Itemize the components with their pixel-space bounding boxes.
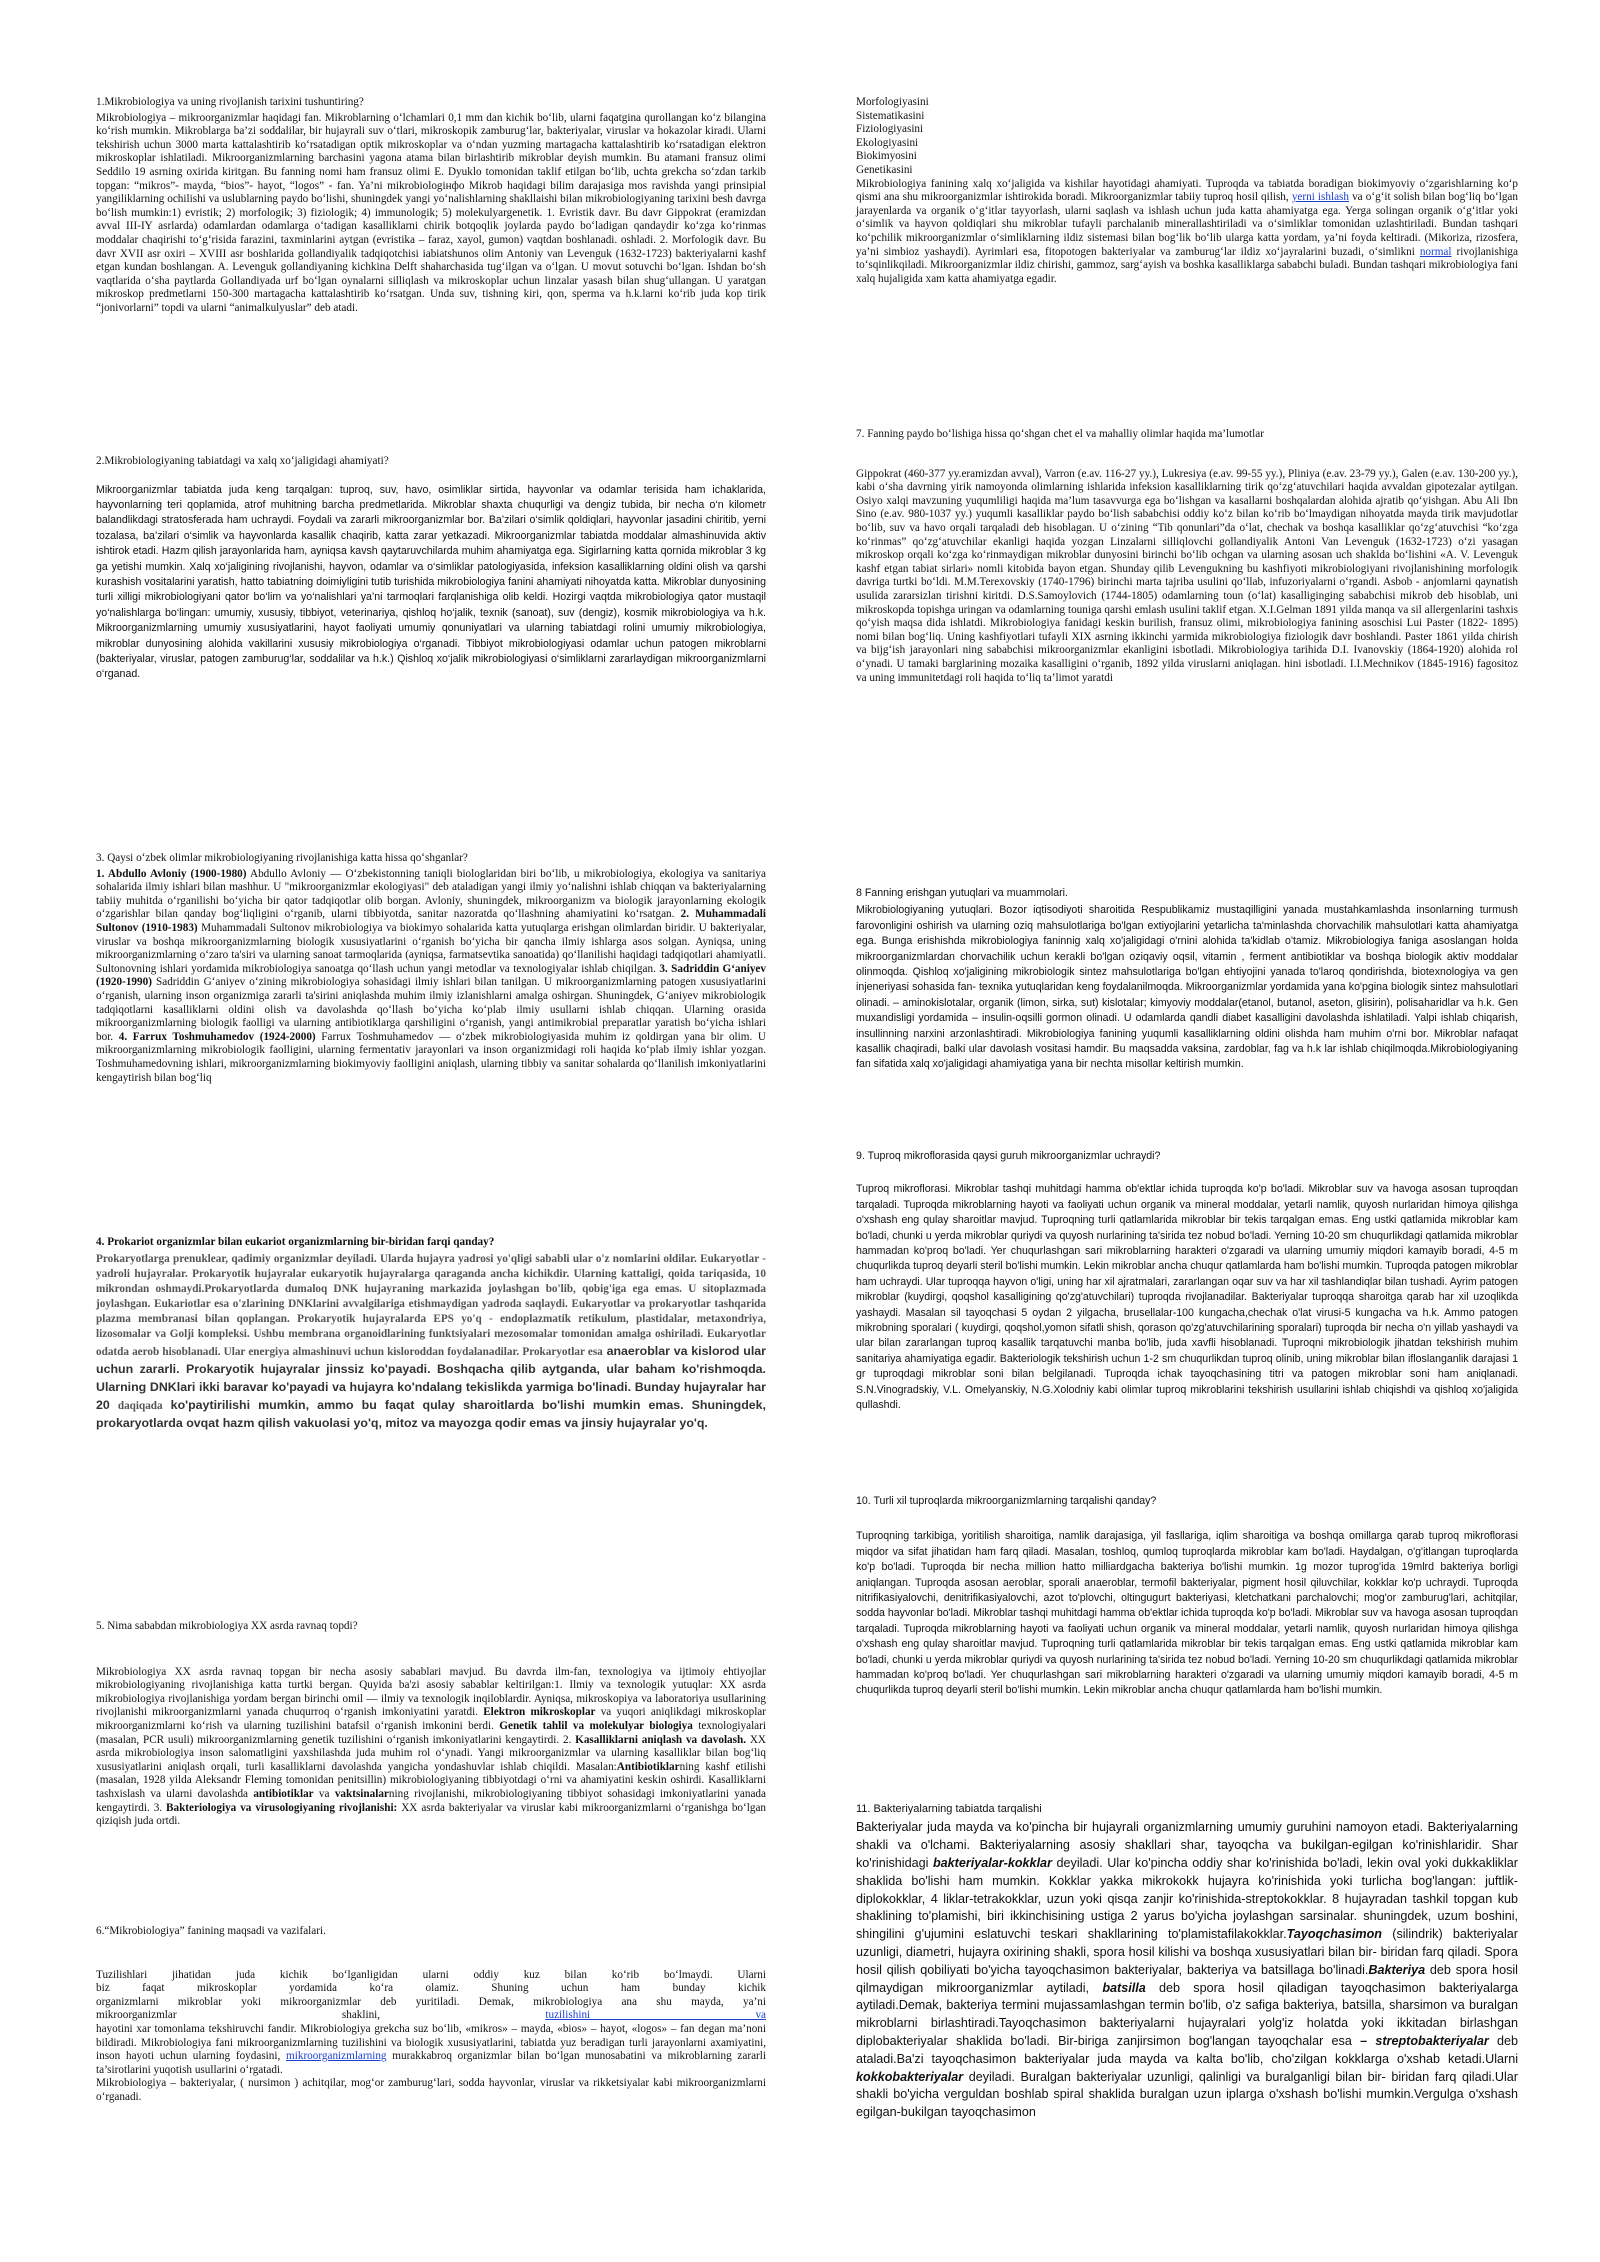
link-tuzilishini[interactable]: tuzilishini: [545, 2009, 591, 2022]
section-1: [96, 96, 766, 316]
answer-11-text: deyiladi. Buralgan bakteriyalar uzunligi, qalinligi va buralganligi bilan bir- biridan farq qiladi.Ular shakli bo'yicha verguldan boshlab spiral shaklida buralgan uzun iplarga o'xshash bo'lishi mumkin.Vergulga o'xshash egilgan-bukilgan tayoqchasimon: [856, 2069, 1518, 2120]
answer-4-part-a: Prokaryotlarga prenuklear, qadimiy organizmlar deyiladi. Ularda hujayra yadrosi yo'qligi sababli ular o'z nomlarini oldilar. Eukaryotlar - yadroli hujayralar. Prokaryotik hujayralar eukaryotik hujayralarga qaraganda ancha kichikdir. Ularning kattaligi, qoida tariqasida, 10 mikrondan oshmaydi.Prokaryotlarda dumaloq DNK hujayraning markazida joylashgan bo'lib, qobig'iga ega emas. U sitoplazmada joylashgan. Eukariotlar esa o'zlarining DNKlarini avvalgilariga etishmaydigan yadroda saqlaydi. Eukaryotlar va prokaryotlar tashqarida plazma membranasi bilan qoplangan. Prokaryotik hujayralarda EPS yo'q - endoplazmatik retikulum, plastidalar, metaxondriya, lizosomalar va Golji kompleksi. Ushbu membrana organoidlarining funktsiyalari mezosomalar tomonidan amalga oshiriladi. Eukaryotlar odatda aerob hisoblanadi. Ular energiya almashinuvi uchun kisloroddan foydalanadilar. Prokaryotlar esa: [96, 1252, 766, 1358]
scientist-1-name: 1. Abdullo Avloniy (1900-1980): [96, 867, 247, 880]
section-r1: [856, 96, 1518, 286]
link-mikroorganizmlarning[interactable]: mikroorganizmlarning: [286, 2050, 387, 2063]
answer-5-bold-5: antibiotiklar: [253, 1787, 314, 1800]
list-item: Sistematikasini: [856, 109, 925, 122]
section-9: [856, 1149, 1518, 1414]
answer-8: Mikrobiologiyaning yutuqlari. Bozor iqtisodiyoti sharoitida Respublikamiz mustaqilligini yanada mustahkamlashda insonlarning turmush farovonligini oshirish va ularning oziq mahsulotlariga bo'lgan extiyojlarini yetarlicha ta'minlashda chorvachilik mahsulotlari katta ahamiyatga ega. Bunga erishishda mikrobiologiya faninnig xalq xo'jaligidagi o'rnini alohida ta'kidlab o'tamiz. Mikrobiologiya faniga asoslangan holda mikroorganizmlardan chorvachilik uchun kerakli bo'lgan oziqaviy oqsil, vitamin , ferment antibiotiklar va boshqa biologik aktiv moddalar olinmoqda. Qishloq xo'jaligining mikrobiologik sintez mahsulotlariga bo'lgan ehtiyojini yanada to'laroq qondirishda, biotexnologiya va gen injeneriyasi sohasida fan- texnika yutuqlaridan keng foydalanilmoqda. Mikroorganizmlar yordamida yana ko'pgina biologik sintez mahsulotlari olinadi. – aminokislotalar, organik (limon, sirka, sut) kislotalar; kimyoviy moddalar(etanol, butanol, aseton, glisirin), polisaharidlar va h.k. Gen muxandisligi yordamida – insulin-oqsilli gormon olinadi. U odamlarda qandli diabet kasalligini davolashda ishlatiladi. Yalpi ishlab chiqarish, insullinning narxini arzonlashtiradi. Mikrobiologiya fanining yuqumli kasalliklarning oldini olishda ham muhim o'rni bor. Mikroblar nafaqat kasallik chaqiradi, balki ular davolash vositasi hamdir. Bu maqsadda vaksina, zardoblar, fag va h.k lar ishlab chiqilmoqda.Mikrobiologiyaning fan sifatida xalq xo'jaligidagi ahamiyatiga yana bir nechta misollar keltirish mumkin.: [856, 904, 1518, 1071]
answer-11-term: bakteriyalar-kokklar: [932, 1856, 1052, 1870]
answer-11: [856, 1819, 1518, 2122]
answer-7: Gippokrat (460-377 yy.eramizdan avval), Varron (e.av. 116-27 yy.), Lukresiya (e.av. 99-55 yy.), Pliniya (e.av. 23-79 yy.), Galen (e.av. 130-200 yy.), kabi o‘sha davrning yirik namoyonda olimlarning ishlarida infeksion kasalliklarning tirik qo‘zg‘atuvchilari haqida avvaldan gipotezalar aytilgan. Osiyo xalqi mavzuning yuqumliligi haqida ma’lum tasavvurga ega bo‘lishgan va kasallarni boshqalardan alohida ajratib qo‘yishgan. Abu Ali Ibn Sino (e.av. 980-1037 yy.) yuqumli kasalliklar paydo bo‘lish sababchisi oddiy ko‘z bilan ko‘rib bo‘lmaydigan nihoyatda mayda tirik mavjudotlar bo‘lib, suv va havo orqali tarqaladi deb hisoblagan. U o‘zining “Tib qonunlari”da o‘lat, chechak va boshqa kasalliklar qo‘zg‘atuvchisi “ko‘zga ko‘rinmas” qo‘zg‘atuvchilar ekanligi haqida yozgan Linzalarni silliqlovchi gollandiyalik Antoni Van Levenguk (1632-1723) o‘zi yasagan mikroskop orqali ko‘zga ko‘rinmaydigan mikroblar dunyosini birinchi bo‘lib ochgan va ularning asosan uch shaklda bo‘lishini «A. V. Levenguk kashf etgan tabiat sirlari» nomli kitobida bayon etgan. Shunday qilib Levengukning bu kashfiyoti mikrobiologiyani rivojlanishining morfologik davriga turtki bo‘ldi. M.M.Terexovskiy (1740-1796) birinchi marta tajriba usulini qo‘llab, infuzoriyalarni o‘rgandi. Asbob - anjomlarni qaynatish usulida zararsizlan tirishni kiritdi. D.S.Samoylovich (1744-1805) odamlarning toun (o‘lat) kasalliginging sababchisi mikrob deb hisoblab, uni mikroskopda topishga uringan va odamlarning touniga qarshi emlash usulini taklif etgan. X.I.Gelman 1891 yilda manqa va sil allergenlarini tashxis qo‘yish maqsa dida ishlatdi. Mikrobiologiya fanidagi keskin burilish, fransuz olimi, mikrobiologiya fanining asoschisi Lui Paster (1822- 1895) nomi bilan bog‘liq. Uning kashfiyotlari tufayli XIX asrning ikkinchi yarmida mikrobiologiya fiziologik davr boshlandi. Paster 1861 yilda chirish va bijg‘ish jarayonlari ning sababchisi mikroorganizmlar ekanligini isbotladi. Mikrobiologiya tarihida D.I. Ivanovskiy (1864-1920) alohida rol o‘ynadi. U tamaki barglarining mozaika kasalligini o‘rganib, 1892 yilda viruslarni aniqlagan. hini isbotladi. I.I.Mechnikov (1845-1916) fagositoz va uning immunitetdagi roli haqida to‘liq ta’limot yaratdi: [856, 467, 1518, 684]
answer-5-bold-4: Antibiotiklar: [616, 1760, 680, 1773]
answer-11-text: Bakteriyalar juda mayda va ko'pincha bir hujayrali organizmlarning umumiy guruhini namoyon etadi. Bakteriyalarning shakli va o'lchami. Bakteriyalarning asosiy shakllari shar, tayoqcha va bukilgan-egilgan ko'rinishlaridir. Shar ko'rinishidagi: [856, 1820, 1518, 1870]
scientist-3-text: Sadriddin G‘aniyev o‘zining mikrobiologiya sohasidagi ilmiy ishlari bilan tanilgan. U mikroorganizmlarning patogen xususiyatlarini o‘rganish, ularning inson organizmiga zararli ta'sirini aniqlashda muhim ilmiy izlanishlarni amalga oshirgan. Shuningdek, G‘aniyev mikrobiologik tadqiqotlarni kasalliklarni oldini olish va davolashda qo‘llash bo‘yicha ko‘plab ilmiy usullarni ishlab chiqqan. Ularning orasida mikroorganizmlarning biologik faolligi va ularning antibiotiklarga qarshiligini o‘rganish, yangi antimikrobial preparatlar yaratish bo‘yicha ishlari bor.: [96, 976, 766, 1043]
answer-6-text: murakkabroq organizmlar bilan bo‘lgan munosabatini va mikroblarning zararli ta’sirotlarini yuqotish usullarini o‘rgatadi.: [96, 2050, 766, 2076]
section-11: [856, 1802, 1518, 2122]
answer-11-term: batsilla: [1102, 1980, 1146, 1995]
answer-2: Mikroorganizmlar tabiatda juda keng tarqalgan: tuproq, suv, havo, osimliklar sirtida, hayvonlar va odamlar terisida ham ichaklarida, hayvonlarning teri qoplamida, atrof muhitning barcha predmetlarida. Mikroblar shaxta chuqurligi va dengiz tubida, bir necha o‘n kilometr balandlikdagi stratosferada ham uchraydi. Foydali va zararli mikroorganizmlar bor. Ba’zilari o‘simlik qoldiqlari, hayvonlar jasadini chiritib, yerni tozalasa, ba’zilari o‘simlik va hayvonlarda kasallik chaqirib, katta zarar yetkazadi. Mikroorganizmlar tabiatda moddalar almashinuvida aktiv ishtirok etadi. Hazm qilish jarayonlarida ham, ayniqsa kavsh qaytaruvchilarda muhim ahamiyatga ega. Sigirlarning katta qornida mikroblar 3 kg ga yetishi mumkin. Xalq xo‘jaligining rivojlanishi, hayvon, odamlar va o‘simliklar patologiyasida, infeksion kasalliklarning oldini olish va qarshi kurashish vositalarini yaratish, hatto tabiatning doimiyligini tutib turishida mikrobiologiya fanini ahamiyati nihoyatda katta. Mikroblar dunyosining turli xilligi mikrobiologiyani qator bo‘lim va yo‘nalishlari ya’ni tarmoqlari farqlanishiga olib keldi. Hozirgi vaqtda mikrobiologiya qator mustaqil yo‘nalishlarga bo‘lingan: umumiy, xususiy, tibbiyot, veterinariya, qishloq ho‘jalik, texnik (sanoat), suv (dengiz), kosmik mikrobiologiya va h.k. Mikroorganizmlarning umumiy xususiyatlarini, hayot faoliyati umumiy qonuniyatlari va ularning tabiatdagi rolini umumiy mikrobiologiya, mikroblar dunyosining alohida vakillarini xususiy mikrobiologiya o‘rganadi. Tibbiyot mikrobiologiyasi odamlar uchun patogen mikroblarni (bakteriyalar, viruslar, patogen zamburug‘lar, soddalilar va h.k.) Qishloq xo‘jalik mikrobiologiyasi o‘simliklarni zararlaydigan mikroorganizmlarni o‘rganad.: [96, 483, 766, 681]
list-item: Morfologiyasini: [856, 96, 929, 108]
question-5: 5. Nima sababdan mikrobiologiya XX asrda ravnaq topdi?: [96, 1620, 358, 1632]
answer-5-text: XX asrda mikrobiologiya inson salomatligini yaxshilashda juda muhim rol o‘ynadi. Yangi mikroorganizmlar va ularning kasalliklar bilan bog‘liq xususiyatlarini aniqlash orqali, turli kasalliklarni davolashda yangicha yondashuvlar ishlab chiqildi. Masalan:: [96, 1733, 766, 1773]
answer-6-line-2: biz faqat mikroskoplar yordamida ko‘ra olamiz. Shuning uchun ham bunday kichik: [96, 1982, 766, 1995]
scientist-2-text: Muhammadali Sultonov mikrobiologiya va biokimyo sohalarida katta yutuqlarga erishgan olimlardan biridir. U bakteriyalar, viruslar va boshqa mikroorganizmlarning biologik xususiyatlarini o‘rganish bo‘yicha bir qancha ilmiy ishlarga asos solgan. Ayniqsa, uning mikroorganizmlarning o‘zaro ta'siri va ularning sanoat tarmoqlarida (ayniqsa, farmatsevtika sanoatida) qo‘llanilishi haqidagi tadqiqotlari ahamiyatli. Sultonovning ishlari yordamida mikrobiologiya sanoatga qo‘llash uchun yangi metodlar va texnologiyalar ishlab chiqilgan.: [96, 921, 766, 975]
answer-4-part-c: daqiqada: [117, 1399, 163, 1412]
answer-4-part-b: anaeroblar va kislorod ular uchun zararli. Prokaryotik hujayralar jinssiz ko'payadi. Boshqacha qilib aytganda, ular baham ko'rishmoqda. Ularning DNKlari ikki baravar ko'payadi va hujayra ko'ndalang tekislikda yarmiga bo'linadi. Bunday hujayralar har 20: [96, 1343, 766, 1412]
answer-11-text: (silindrik) bakteriyalar uzunligi, diametri, hujayra oxirining shakli, spora hosil kilishi va boshqa xususiyatlari bilan bir- biridan farq qiladi. Spora hosil qilish qobiliyati bo'yicha tayoqchasimon bakteriyalar, bakteriya va batsillaga bo'linadi.: [856, 1927, 1518, 1977]
section-8: [856, 886, 1518, 1073]
study-areas-list: [856, 96, 1518, 178]
answer-11-text: deb ataladi.Ba'zi tayoqchasimon bakteriyalar juda mayda va kalta bo'lib, cho'zilgan kokklarga o'xshab ketadi.Ularni: [856, 2033, 1518, 2066]
section-5: [96, 1620, 766, 1829]
list-item: Ekologiyasini: [856, 136, 919, 149]
answer-5-text: Mikrobiologiya XX asrda ravnaq topgan bir necha asosiy sabablari mavjud. Bu davrda ilm-fan, texnologiya va ijtimoiy ehtiyojlar mikrobiologiyaning rivojlanishiga katta turtki bergan. Quyida ba'zi asosiy sabablar keltirilgan:1. Ilmiy va texnologik yutuqlar: XX asrda mikrobiologiya rivojlanishiga yordam bergan birinchi omil — ilmiy va texnologik inqiloblardir. Ayniqsa, mikroskopiya va laboratoriya usullarining rivojlanishi mikroorganizmlarni yanada chuqurroq o‘rganish imkoniyatini yaratdi.: [96, 1665, 766, 1719]
answer-5: [96, 1666, 766, 1829]
section-10: [856, 1494, 1518, 1699]
answer-5-text: texnologiyalari (masalan, PCR usuli) mikroorganizmlarning genetik tuzilishini o‘rganish imkoniyatlarini kengaytirdi. 2.: [96, 1719, 766, 1746]
answer-4: [96, 1252, 766, 1432]
question-6: 6.“Mikrobiologiya” fanining maqsadi va vazifalari.: [96, 1925, 326, 1937]
question-4: 4. Prokariot organizmlar bilan eukariot organizmlarning bir-biridan farqi qanday?: [96, 1236, 495, 1248]
answer-11-term: Bakteriya: [1368, 1962, 1426, 1977]
answer-5-text: va yuqori aniqlikdagi mikroskoplar mikroorganizmlarni ko‘rish va ularning tuzilishini batafsil o‘rganish imkonini berdi.: [96, 1706, 766, 1732]
scientist-3-name: 3. Sadriddin G‘aniyev (1920-1990): [96, 962, 766, 989]
answer-6-text: mikroorganizmlar shaklini,: [96, 2009, 546, 2022]
answer-4-part-d: ko'paytirilishi mumkin, ammo bu faqat qulay sharoitlarda bo'lishi mumkin emas. Shuningdek, prokaryotlarda ovqat hazm qilish vakuolasi yo'q, mitoz va mayozga qodir emas va jinsiy hujayralar yo'q.: [96, 1397, 766, 1430]
answer-1: Mikrobiologiya – mikroorganizmlar haqidagi fan. Mikroblarning o‘lchamlari 0,1 mm dan kichik bo‘lib, ularni faqatgina qurollangan ko‘z bilangina ko‘rish mumkin. Mikroblarga ba’zi soddalilar, bir hujayrali suv o‘tlari, mikroskopik zamburug‘lar, bakteriyalar, viruslar va hokazolar kiradi. Ularni tekshirish uchun 3000 marta kattalashtirib ko‘rsatadigan optik mikroskoplar va o‘ndan yuzming martagacha kattalashtirib ko‘rsatadigan elektron mikroskoplar ishlatiladi. Mikroorganizmlarning barchasini yagona atama bilan birlashtirib mikroblar deyish mumkin. Bu atamani fransuz olimi Seddilo 19 asrning oxirida kiritgan. Bu fanning nomi ham fransuz olimi E. Dyuklo tomonidan taklif etilgan bo‘lib, uchta grekcha so‘zdan tarkib topgan: “mikros”- mayda, “bios”- hayot, “logos” - fan. Ya’ni mikrobiologiнфо Mikrob haqidagi bilim darajasiga mos ravishda yangi prinsipial yangiliklarning ochilishi va uslublarning paydo bo‘lishi, shuningdek yangi yo‘nalishlarning shakllaishi bilan mikrobiologiyaning tarixini besh davrga bo‘lish mumkin:1) evristik; 2) morfologik; 3) fiziologik; 4) immunologik; 5) molekulyargenetik. 1. Evristik davr. Bu davr Gippokrat (eramizdan avval III-IY asrlarda) odamlardan odamlarga o‘tadigan kasalliklarni chirik botqoqlik joylarda paydo bo‘ladigan qandaydir ko‘zga ko‘rinmas moddalar chaqirishi to‘g‘risida farazini, taxminlarini aytgan (evristika – faraz, xayol, gumon) vaqtdan boshlanadi. oshladi. 2. Morfologik davr. Bu davr XVII asr oxiri – XVIII asr boshlarida gollandiyalik tadqiqotchisi iabiatshunos olim Antoniy van Levenguk (1632-1723) bakteriyalarni kashf etgan kundan boshlangan. A. Levenguk gollandiyaning kichkina Delft shaharchasida tug‘ilgan va o‘lgan. U movut sotuvchi bo‘lgan. Ishdan bo‘sh vaqtlarida o‘sha paytlarda Gollandiyada urf bo‘lgan oynalarni silliqlash va mikroskoplar uchun linzalar yasash bilan shug‘ullangan. U yaratgan mikroskop predmetlarni 150-300 martagacha kattalashtirib ko‘rsatgan. Unda suv, tishning kiri, qon, sperma va h.k.larni ko‘rib juda kop tirik “jonivorlarni” topdi va ularni “animalkulyuslar” deb atadi.: [96, 111, 766, 314]
answer-11-term: Tayoqchasimon: [1286, 1927, 1382, 1942]
scientist-2-name: 2. Muhammadali Sultonov (1910-1983): [96, 908, 766, 934]
question-3: 3. Qaysi o‘zbek olimlar mikrobiologiyaning rivojlanishiga katta hissa qo‘shganlar?: [96, 852, 468, 864]
importance-text: [856, 178, 1518, 287]
section-7: [856, 428, 1518, 685]
answer-5-text: va: [313, 1787, 335, 1800]
list-item: Genetikasini: [856, 163, 913, 176]
answer-11-text: deb spora hosil qilmaydigan mikroorganizmlar aytiladi,: [856, 1962, 1518, 1995]
importance-text-part: va o‘g‘it solish bilan bog‘liq bo‘lgan jarayenlarda va organik o‘g‘itlar tayyorlash, ularni saqlash va ishlash uchun juda katta ahamiyatga ega. Yerga solingan organik o‘g‘itlar yoki o‘simlik va hayvon qoldiqlari shu mikroblar tufayli parchalanib minerallashtiriladi va o‘simliklar tomonidan uzlashtiriladi. Bundan tashqari ko‘pchilik mikroorganizmlar o‘simliklarning ildiz sistemasi bilan bog‘lik bo‘lib ularga katta yordam, ya’ni foyda keltiradi. (Mikoriza, rizosfera, ya’ni simbioz yashaydi). Ayrimlari esa, fitopotogen bakteriyalar va zamburug‘lar ildiz xo‘jayralarini buzadi, o‘simlikni: [856, 191, 1518, 258]
answer-5-bold-2: Genetik tahlil va molekulyar biologiya: [499, 1719, 693, 1732]
answer-10: Tuproqning tarkibiga, yoritilish sharoitiga, namlik darajasiga, yil fasllariga, iqlim sharoitiga va boshqa omillarga qarab tuproq mikroflorasi miqdor va sifat jihatidan ham farq qiladi. Masalan, toshloq, qumloq tuproqlarda mikroblar kam bo'ladi. Haydalgan, o'g'itlangan tuproqlarda ko'p bo'ladi. Tuproqda bir necha million hatto milliardgacha bakteriya bo'lishi mumkin. 1g mozor tuprog'ida 19mlrd bakteriya borligi aniqlangan. Tuproqda asosan aeroblar, sporali anaeroblar, termofil bakteriyalar, pigment hosil qiluvchilar, kokklar ko'p uchraydi. Tuproqda nitrifikasiyalovchi, denitrifikasiyalovchi, azot to'plovchi, oltingugurt bakteriyasi, kletchatkani parchalovchi; mog'or zamburug'lari, achitqilar, sodda hayvonlar bo'ladi. Mikroblar tashqi muhitdagi hamma ob'ektlar ichida tuproqda ko'p bo'ladi. Mikroblar suv va havoga asosan tuproqdan tarqaladi. Tuproqda mikroblarning hayoti va faoliyati uchun organik va mineral moddalar, yetarli namlik, quyosh nurlaridan himoya qilishga o'xshash eng qulay sharoitlar mavjud. Tuproqning turli qatlamlarida mikroblar bir tekis tarqalgan emas. Eng ustki qatlamida mikroblar kam bo'ladi, chunki u yerda mikroblar quriydi va quyosh nurlarining ta'sirida tez nobud bo'ladi. Yerning 10-20 sm chuqurlikdagi qatlamida mikroblar hammadan ko'proq bo'ladi. Yer chuqurlashgan sari mikroblarning harakteri o'zgaradi va ularning umumiy miqdori kamayib boradi, 4-5 m chuqurlikda tuproq deyarli steril bo'lishi mumkin. Lekin mikroblar ancha chuqur qatlamlarda ham bo'lishi mumkin.: [856, 1530, 1518, 1697]
scientist-4-text: Farrux Toshmuhamedov — o‘zbek mikrobiologiyasida muhim iz qoldirgan yana bir olim. U mikroorganizmlarning mikrobiologik faolligini, ularning fermentativ jarayonlari va inson organizmidagi roli haqida ko‘plab ilmiy ishlar yozgan. Toshmuhamedovning ishlari, mikroorganizmlarning biokimyoviy faolligini aniqlash, ularning tibbiy va sanitar sohalarda qo‘llanilish imkoniyatlarini kengaytirish bilan bog‘liq: [96, 1030, 766, 1084]
section-2: [96, 455, 766, 683]
question-10: 10. Turli xil tuproqlarda mikroorganizmlarning tarqalishi qanday?: [856, 1495, 1157, 1507]
answer-3: [96, 868, 766, 1086]
answer-11-text: deb spora hosil qiladigan tayoqchasimon bakteriyalarga aytiladi.Demak, bakteriya termini mujassamlashgan termin bo'lib, o'z safiga bakteriya, batsilla, sharsimon va buralgan mikroblarni birlashtiradi.Tayoqchasimon bakteriyalarni hujayralari yolg'iz holatda yoki ikkitadan birlashgan diplobakteriyalar shaklida bo'ladi. Bir-biriga zanjirsimon bog'langan tayoqchalar esa: [856, 1980, 1519, 2048]
list-item: Fiziologiyasini: [856, 123, 924, 136]
section-6: [96, 1925, 766, 2105]
answer-5-text: ning kashf etilishi (masalan, 1928 yilda Aleksandr Fleming tomonidan penitsillin) mikrobiologiyaning tibbiyotdagi o‘rni va ahamiyatini keskin oshirdi. Kasalliklarni tashxislash va ularni davolashda: [96, 1760, 766, 1800]
answer-5-bold-3: Kasalliklarni aniqlash va davolash.: [575, 1733, 747, 1746]
answer-6-text: hayotini xar tomonlama tekshiruvchi fandir. Mikrobiologiya grekcha suz bo‘lib, «mikros» – mayda, «bios» – hayot, «logos» – fan degan ma’noni bildiradi. Mikrobiologiya fani mikroorganizmlarning tuzilishini va biologik xususiyatlarini, tabiatda yuz beradigan turli jarayonlarni axamiyatini, inson hayoti uchun ularning foydasini,: [96, 2022, 766, 2063]
answer-11-text: deyiladi. Ular ko'pincha oddiy shar ko'rinishida bo'ladi, lekin oval yoki dukkakliklar shaklida bo'lishi ham mumkin. Kokklar yakka mikrokokk hujayra ko'rinishida yoki turlicha bog'langan: juftlik-diplokokklar, 4 liklar-tetrakokklar, uzun yoki qisqa zanjir ko'rinishida-streptokokklar. 8 hujayradan tashkil topgan kub shaklining to'plamishi, biri ikkinchisining ustiga 2 yarus bo'yicha joylashgan sarsinalar. shuningdek, uzum boshini, shingilini g'ujumini eslatuvchi teskari shakllarining to'plamistafilakokklar.: [856, 1856, 1518, 1942]
answer-5-bold-6: vaktsinalar: [334, 1787, 389, 1800]
scientist-4-name: 4. Farrux Toshmuhamedov (1924-2000): [118, 1030, 316, 1043]
importance-text-part: rivojlanishiga to‘sqinlikqiladi. Mikroorganizmlar ildiz chirishi, gammoz, sarg‘ayish va boshka kasalliklarga sababchi buladi. Bundan tashqari mikrobiologiya fani xalq hujaligida xam katta ahamiyatga egadir.: [856, 245, 1518, 285]
link-normal[interactable]: normal: [1419, 245, 1452, 258]
answer-5-text: XX asrda bakteriyalar va viruslar kabi mikroorganizmlarni o‘rganishga bo‘lgan qiziqish juda ortdi.: [96, 1801, 767, 1828]
answer-11-term: – streptobakteriyalar: [1360, 2033, 1489, 2048]
question-9: 9. Tuproq mikroflorasida qaysi guruh mikroorganizmlar uchraydi?: [856, 1150, 1161, 1162]
answer-6-line-4: [96, 2009, 766, 2023]
section-3: [96, 852, 766, 1085]
importance-text-part: Mikrobiologiya fanining xalq xo‘jaligida va kishilar hayotidagi ahamiyati. Tuproqda va tabiatda boradigan biokimyoviy o‘zgarishlarning ko‘p qismi ana shu mikroorganizmlar ishtirokida boradi. Mikroorganizmlar tabiiy tuproq hosil qilish,: [856, 177, 1518, 204]
answer-9: Tuproq mikroflorasi. Mikroblar tashqi muhitdagi hamma ob'ektlar ichida tuproqda ko'p bo'ladi. Mikroblar suv va havoga asosan tuproqdan tarqaladi. Tuproqda mikroblarning hayoti va faoliyati uchun organik va mineral moddalar, yetarli namlik, quyosh nurlaridan himoya qilishga o'xshash eng qulay sharoitlar mavjud. Tuproqning turli qatlamlarida mikroblar bir tekis tarqalgan emas. Eng ustki qatlamida mikroblar kam bo'ladi, chunki u yerda mikroblar quriydi va quyosh nurlarining ta'sirida tez nobud bo'ladi. Yerning 10-20 sm chuqurlikdagi qatlamida mikroblar hammadan ko'proq bo'ladi. Yer chuqurlashgan sari mikroblarning harakteri o'zgaradi va ularning umumiy miqdori kamayib boradi, 4-5 m chuqurlikda tuproq deyarli steril bo'lishi mumkin. Lekin mikroblar ancha chuqur qatlamlarda ham bo'lishi mumkin. Tuproqda patogen mikroblar ham uchraydi. Ular tuproqqa hayvon o'ligi, uning har xil ajratmalari, zararlangan oqar suv va har xil tashlandiqlar bilan tushadi. Ayrim patogen mikroblar (kuydirgi, qoqshol kasalligining qo'zg'atuvchilari) tuproqda rivojlanadilar. Bakteriyalar tuproqqa sharoitga qarab har xil uzoqlikda yashaydi. Masalan sil tayoqchasi 5 oydan 2 yilgacha, brusellalar-100 kungacha,chechak o'lat virusi-5 kungacha va h.k. Ammo patogen mikrobning sporalari ( kuydirgi, qoqshol,yomon sifatli shish, qorason qo'zg'atuvchilarining sporalari) tuproqda bir necha o'n yillab yashaydi va ular bilan zararlangan tuproq kasallik tarqatuvchi manba bo'lib, juda xavfli hisoblanadi. Tuproqni mikrobiologik jihatdan tekshirish muhim sanitariya ahamiyatiga egadir. Bakteriologik tekshirish uchun 1-2 sm chuqurlikdan tuproq olinib, uning mikroblar bilan ifloslanganlik darajasi 1 gr tuproqdagi mikroblar soni bilan belgilanadi. Tuproqda ichak tayoqchasining titri va patogen mikroblar soni ham aniqlanadi. S.N.Vinogradskiy, V.L. Omelyanskiy, N.G.Xolodniy kabi olimlar tuproq mikroblarini tekshirish usullarini ishlab chiqishdi va qishloq xo'jaligida qullashdi.: [856, 1183, 1518, 1412]
question-8: 8 Fanning erishgan yutuqlari va muammolari.: [856, 887, 1068, 899]
answer-6-last: Mikrobiologiya – bakteriyalar, ( nursimon ) achitqilar, mog‘or zamburug‘lari, sodda hayvonlar, viruslar va rikketsiyalar kabi mikroorganizmlarni o‘rganadi.: [96, 2077, 766, 2103]
question-2: 2.Mikrobiologiyaning tabiatdagi va xalq xo‘jaligidagi ahamiyati?: [96, 455, 389, 467]
answer-6-line-1: Tuzilishlari jihatidan juda kichik bo‘lganligidan ularni oddiy kuz bilan ko‘rib bo‘lmaydi. Ularni: [96, 1968, 766, 1981]
list-item: Biokimyosini: [856, 150, 917, 163]
link-yerni-ishlash[interactable]: yerni ishlash: [1291, 191, 1349, 204]
section-4: [96, 1236, 766, 1432]
answer-6-line-3: organizmlarni mikroblar yoki mikroorganizmlar deb yuritiladi. Demak, mikrobiologiya ana shu mayda, ya’ni: [96, 1995, 766, 2008]
answer-5-bold-1: Elektron mikroskoplar: [483, 1706, 596, 1719]
answer-6-text[interactable]: va: [590, 2009, 766, 2022]
question-11: 11. Bakteriyalarning tabiatda tarqalishi: [856, 1803, 1042, 1815]
answer-11-term: kokkobakteriyalar: [856, 2069, 964, 2084]
answer-5-text: ning rivojlanishi, mikrobiologiyaning tibbiyot sohasidagi imkoniyatlarini yanada kengaytirdi. 3.: [96, 1787, 766, 1814]
answer-5-bold-7: Bakteriologiya va virusologiyaning rivojlanishi:: [166, 1801, 398, 1814]
question-7: 7. Fanning paydo bo‘lishiga hissa qo‘shgan chet el va mahalliy olimlar haqida ma’lumotlar: [856, 428, 1264, 440]
answer-6-body: [96, 2023, 766, 2077]
question-1: 1.Mikrobiologiya va uning rivojlanish tarixini tushuntiring?: [96, 96, 364, 108]
scientist-1-text: Abdullo Avloniy — O‘zbekistonning taniqli biologlaridan biri bo‘lib, u mikrobiologiya, ekologiya va sanitariya sohalarida ilmiy ishlari bilan mashhur. U "mikroorganizmlar ekologiyasi" deb ataladigan yangi ilmiy yo‘nalishni ishlab chiqqan va bakteriyalarning tabiiy muhitda o‘rganilishi bo‘yicha bir qator tadqiqotlar olib borgan. Avloniy, shuningdek, mikroorganizm va biologik jarayonlarning ekologik o‘zgarishlar bilan qanday bog‘liqligini o‘rganib, ularni tibbiyotda, sanitar nazoratda qo‘llashning ahamiyatini ko‘rsatgan.: [96, 867, 766, 921]
